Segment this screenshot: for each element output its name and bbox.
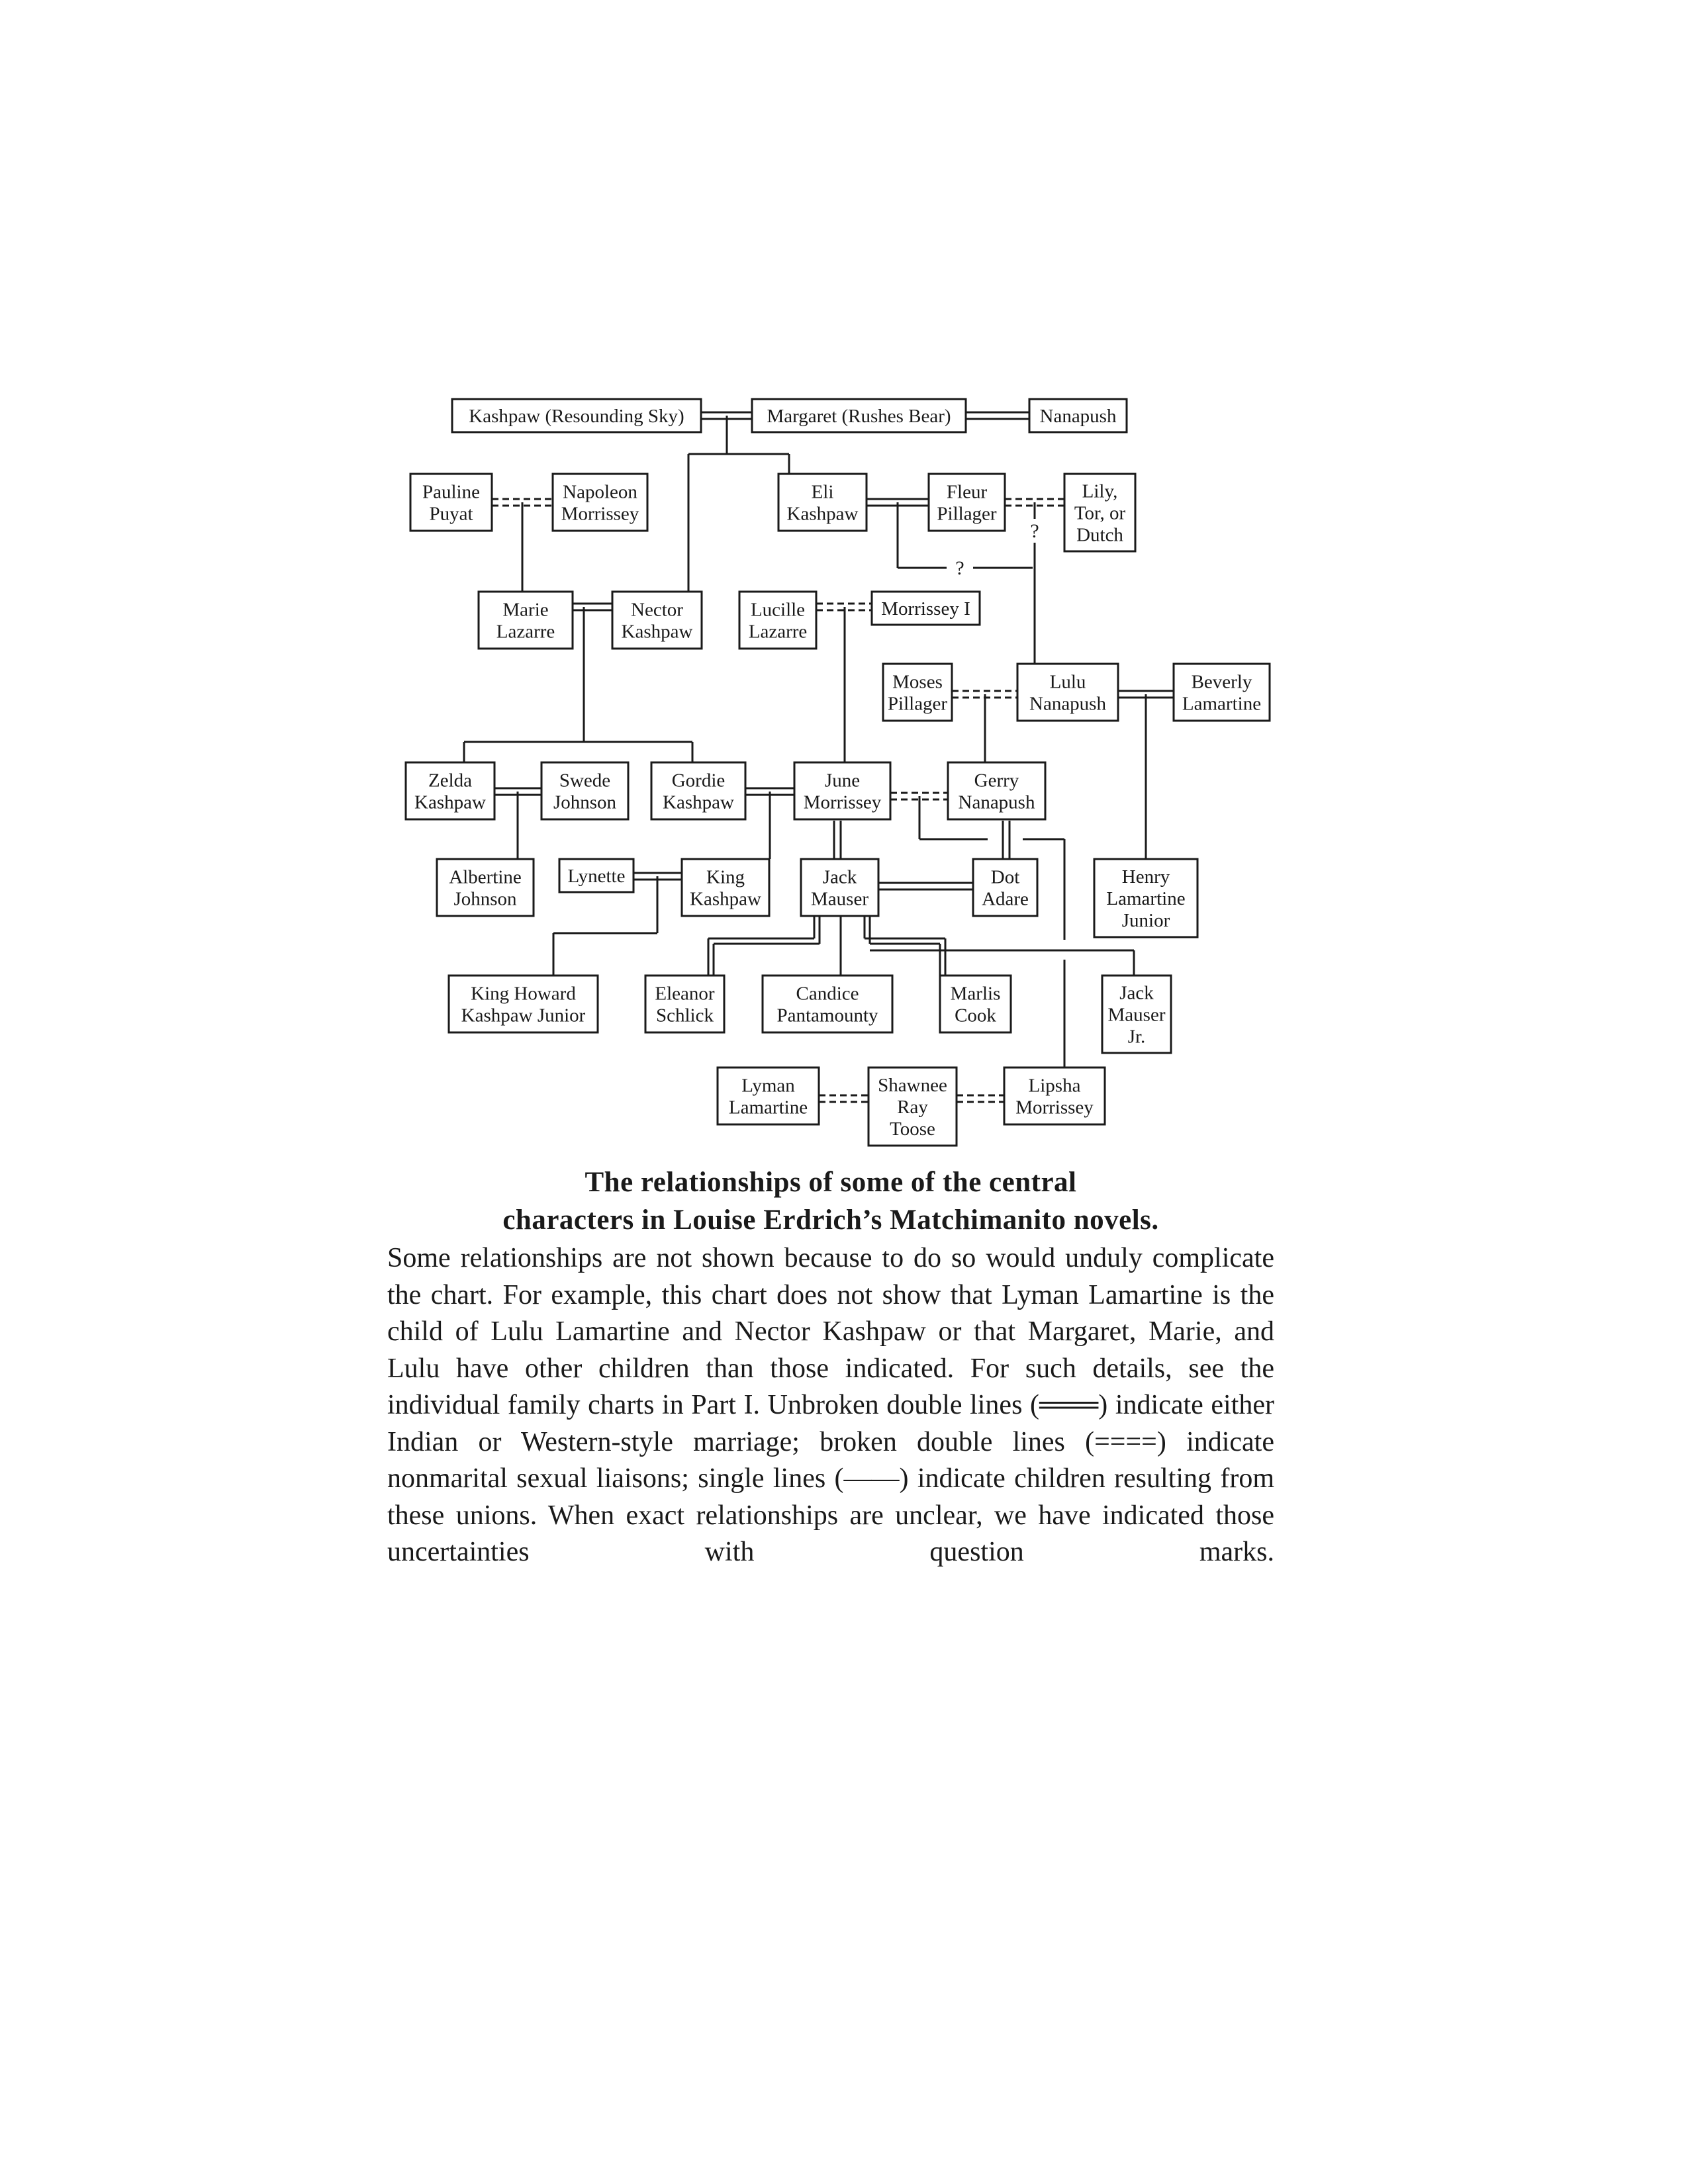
child-line-jack-to-jackjr bbox=[870, 950, 1134, 976]
marriage-line-margaret-nanapush bbox=[966, 412, 1029, 419]
person-box-june bbox=[794, 762, 890, 819]
person-name-lulu-line-2: Nanapush bbox=[1029, 693, 1106, 715]
person-name-king-line-2: Kashpaw bbox=[690, 888, 761, 910]
person-name-eli-line-1: Eli bbox=[811, 481, 834, 503]
person-box-margaret bbox=[752, 399, 966, 432]
person-name-henry-line-3: Junior bbox=[1121, 910, 1170, 931]
person-box-swede bbox=[541, 762, 628, 819]
person-name-napoleon-line-2: Morrissey bbox=[561, 503, 639, 525]
person-name-lyman-line-1: Lyman bbox=[741, 1075, 795, 1097]
person-box-eli bbox=[778, 474, 867, 531]
person-box-pauline bbox=[410, 474, 492, 531]
person-box-candice bbox=[763, 976, 892, 1032]
person-name-nector-line-1: Nector bbox=[631, 599, 683, 621]
person-name-pauline-line-2: Puyat bbox=[429, 503, 473, 525]
caption-title-line-1: The relationships of some of the central bbox=[585, 1167, 1077, 1198]
person-name-marie-line-1: Marie bbox=[502, 599, 549, 621]
person-name-lulu-line-1: Lulu bbox=[1049, 671, 1086, 693]
child-line-margaret-to-nector-eli bbox=[688, 416, 789, 592]
person-box-jack bbox=[801, 859, 878, 916]
person-name-moses-line-1: Moses bbox=[892, 671, 943, 693]
liaison-line-shawnee-lipsha bbox=[957, 1095, 1004, 1102]
person-box-king bbox=[682, 859, 769, 916]
person-name-henry-line-1: Henry bbox=[1121, 866, 1170, 887]
person-name-dot-line-1: Dot bbox=[990, 866, 1020, 888]
person-box-lucille bbox=[739, 592, 816, 649]
person-name-candice-line-2: Pantamounty bbox=[776, 1005, 878, 1026]
person-name-beverly-line-1: Beverly bbox=[1191, 671, 1252, 693]
uncertain-mark-lulu-parent: ? bbox=[1030, 520, 1039, 542]
person-name-morrissey1-line-1: Morrissey I bbox=[881, 598, 970, 619]
person-name-moses-line-2: Pillager bbox=[887, 693, 948, 715]
person-name-lily-line-2: Tor, or bbox=[1074, 502, 1126, 524]
person-name-swede-line-1: Swede bbox=[559, 770, 611, 792]
marriage-line-jack-dot bbox=[878, 883, 973, 889]
person-name-jack-line-1: Jack bbox=[822, 866, 857, 888]
person-box-lynette bbox=[559, 859, 633, 892]
caption-body: Some relationships are not shown because to do so would unduly complicate the chart. For example, this chart does not show that Lyman Lamartine is the child of Lulu Lamartine and Nector Kashpaw or that Margaret, Marie, and Lulu have other children than those indicated. For such details, see the individual family charts in Part I. Unbroken double lines (═══) indicate either Indian or Western-style marriage; broken double lines (====) indicate nonmarital sexual liaisons; single lines (——) indicate children resulting from these unions. When exact relationships are unclear, we have indicated those uncertainties with question marks. bbox=[387, 1243, 1274, 1567]
person-box-shawnee bbox=[868, 1068, 957, 1146]
person-name-gerry-line-1: Gerry bbox=[974, 770, 1019, 792]
person-name-lynette-line-1: Lynette bbox=[567, 866, 626, 887]
person-name-zelda-line-2: Kashpaw bbox=[414, 792, 486, 813]
person-box-gordie bbox=[651, 762, 745, 819]
person-name-albertine-line-1: Albertine bbox=[449, 866, 522, 888]
person-name-june-line-1: June bbox=[824, 770, 861, 792]
person-name-lipsha-line-1: Lipsha bbox=[1028, 1075, 1081, 1097]
person-name-nector-line-2: Kashpaw bbox=[621, 621, 693, 643]
person-name-jackjr-line-2: Mauser bbox=[1107, 1004, 1166, 1026]
person-box-nector bbox=[612, 592, 702, 649]
marriage-line-marie-nector bbox=[573, 604, 612, 610]
liaison-line-lyman-shawnee bbox=[819, 1095, 868, 1102]
person-name-shawnee-line-2: Ray bbox=[897, 1097, 928, 1118]
uncertain-mark-eli-fleur: ? bbox=[955, 557, 964, 579]
person-name-jackjr-line-3: Jr. bbox=[1127, 1026, 1146, 1048]
person-name-henry-line-2: Lamartine bbox=[1106, 888, 1186, 909]
person-name-nanapush-line-1: Nanapush bbox=[1039, 406, 1117, 427]
person-box-lulu bbox=[1017, 664, 1118, 721]
person-name-zelda-line-1: Zelda bbox=[428, 770, 473, 792]
person-box-beverly bbox=[1174, 664, 1270, 721]
person-boxes bbox=[406, 399, 1270, 1146]
person-name-dot-line-2: Adare bbox=[982, 888, 1029, 910]
person-name-lily-line-3: Dutch bbox=[1076, 524, 1123, 546]
person-box-albertine bbox=[437, 859, 534, 916]
person-name-margaret-line-1: Margaret (Rushes Bear) bbox=[767, 406, 951, 427]
person-box-napoleon bbox=[553, 474, 647, 531]
person-name-jackjr-line-1: Jack bbox=[1119, 982, 1154, 1004]
person-name-eli-line-2: Kashpaw bbox=[786, 503, 859, 525]
caption-title bbox=[387, 1163, 1274, 1239]
person-name-napoleon-line-1: Napoleon bbox=[563, 481, 637, 503]
person-name-fleur-line-2: Pillager bbox=[937, 503, 997, 525]
person-name-kashpaw-line-1: Kashpaw (Resounding Sky) bbox=[469, 406, 684, 427]
person-name-king-line-1: King bbox=[706, 866, 745, 888]
person-name-kinghoward-line-1: King Howard bbox=[471, 983, 576, 1005]
person-box-kinghoward bbox=[449, 976, 598, 1032]
person-box-nanapush bbox=[1029, 399, 1127, 432]
person-name-marlis-line-2: Cook bbox=[955, 1005, 996, 1026]
person-name-eleanor-line-2: Schlick bbox=[656, 1005, 714, 1026]
person-name-gordie-line-2: Kashpaw bbox=[663, 792, 734, 813]
person-box-jackjr bbox=[1102, 976, 1171, 1053]
person-name-marlis-line-1: Marlis bbox=[950, 983, 1001, 1005]
person-name-pauline-line-1: Pauline bbox=[422, 481, 480, 503]
person-name-marie-line-2: Lazarre bbox=[496, 621, 555, 643]
person-name-kinghoward-line-2: Kashpaw Junior bbox=[461, 1005, 586, 1026]
child-line-gerry-to-dot bbox=[1003, 821, 1009, 859]
person-name-shawnee-line-1: Shawnee bbox=[878, 1075, 947, 1096]
person-name-lucille-line-1: Lucille bbox=[750, 599, 806, 621]
person-name-lyman-line-2: Lamartine bbox=[728, 1097, 808, 1118]
person-name-beverly-line-2: Lamartine bbox=[1182, 693, 1262, 715]
person-box-fleur bbox=[929, 474, 1005, 531]
person-box-morrissey1 bbox=[872, 592, 980, 625]
person-box-zelda bbox=[406, 762, 494, 819]
person-name-albertine-line-2: Johnson bbox=[453, 888, 517, 910]
person-box-henry bbox=[1094, 859, 1197, 937]
person-box-kashpaw bbox=[452, 399, 701, 432]
person-box-moses bbox=[883, 664, 952, 721]
person-name-jack-line-2: Mauser bbox=[811, 888, 868, 910]
person-box-marlis bbox=[940, 976, 1011, 1032]
person-box-lipsha bbox=[1004, 1068, 1105, 1124]
person-box-lily bbox=[1064, 474, 1135, 551]
figure-caption bbox=[387, 1163, 1274, 1608]
child-line-june-to-jack bbox=[834, 821, 841, 859]
person-name-gordie-line-1: Gordie bbox=[671, 770, 726, 792]
person-name-lily-line-1: Lily, bbox=[1082, 480, 1118, 502]
person-name-lipsha-line-2: Morrissey bbox=[1015, 1097, 1094, 1118]
person-name-fleur-line-1: Fleur bbox=[946, 481, 988, 503]
person-name-swede-line-2: Johnson bbox=[553, 792, 617, 813]
person-name-gerry-line-2: Nanapush bbox=[958, 792, 1035, 813]
person-name-lucille-line-2: Lazarre bbox=[748, 621, 808, 643]
person-name-june-line-2: Morrissey bbox=[803, 792, 882, 813]
person-box-dot bbox=[973, 859, 1037, 916]
person-box-eleanor bbox=[645, 976, 724, 1032]
person-box-gerry bbox=[948, 762, 1045, 819]
person-box-lyman bbox=[718, 1068, 819, 1124]
person-name-candice-line-1: Candice bbox=[796, 983, 859, 1005]
person-name-eleanor-line-1: Eleanor bbox=[655, 983, 715, 1005]
person-box-marie bbox=[479, 592, 573, 649]
caption-title-line-2: characters in Louise Erdrich’s Matchimanito novels. bbox=[502, 1205, 1159, 1236]
person-name-shawnee-line-3: Toose bbox=[890, 1118, 935, 1140]
